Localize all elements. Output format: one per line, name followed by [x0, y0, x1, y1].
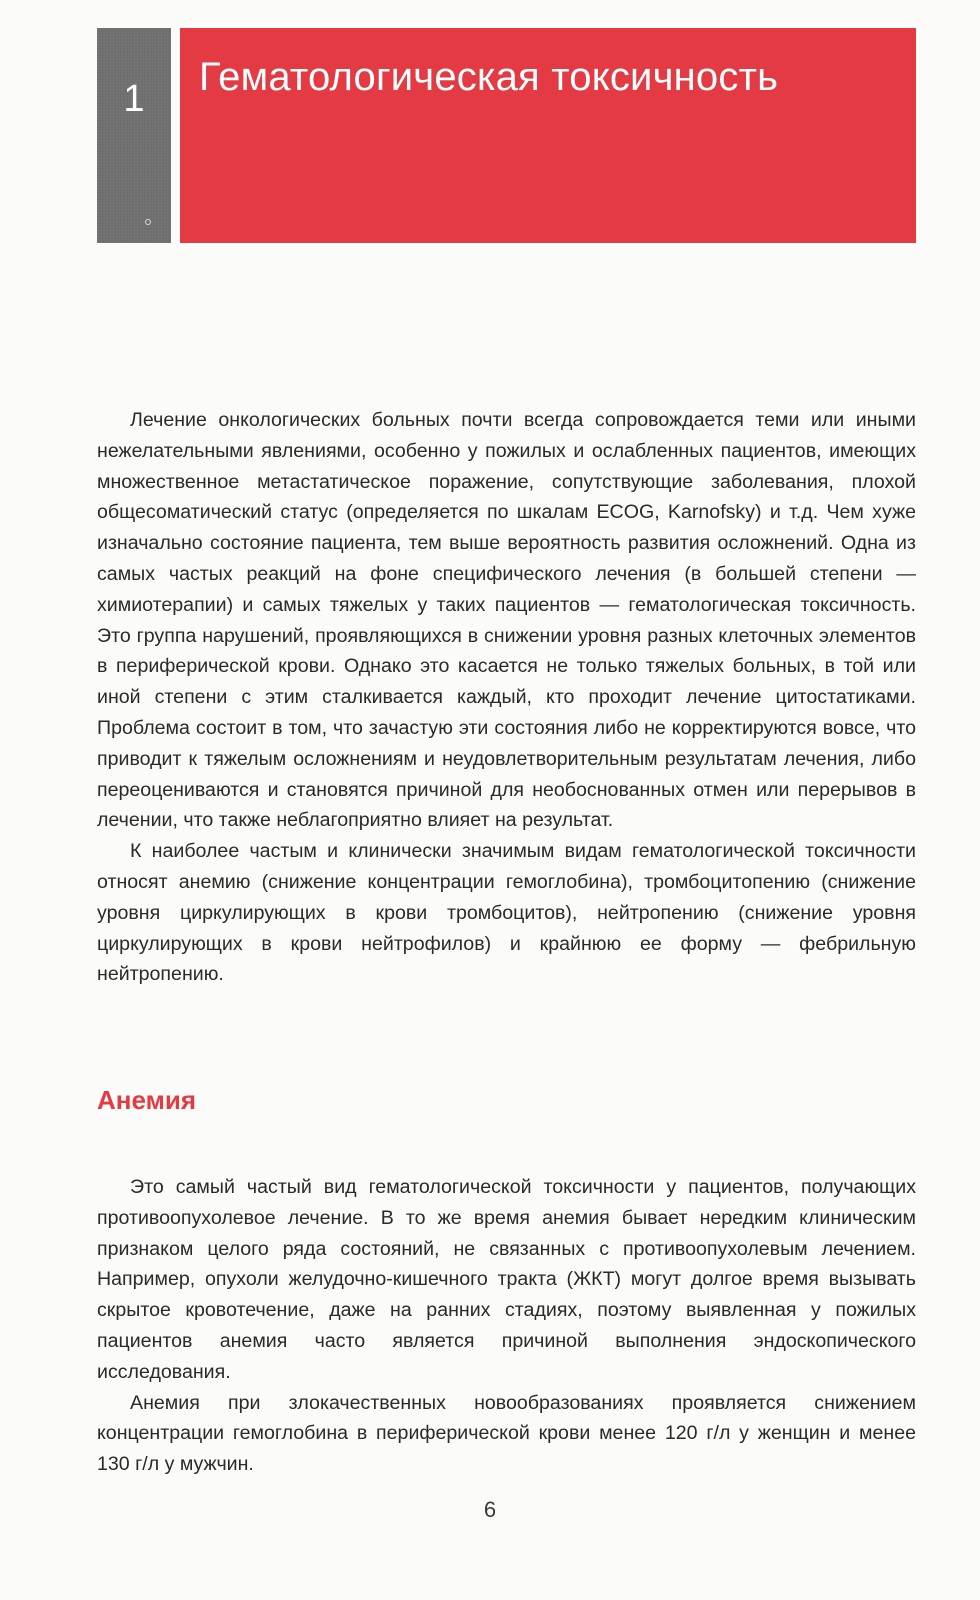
paragraph: Лечение онкологических больных почти всегда сопровождается теми или иными нежелательными явлениями, особенно у пожилых и ослабленных пациентов, имеющих множественное метастатическое поражение, сопутствующие заболевания, плохой общесоматический статус (определяется по шкалам ECOG, Karnofsky) и т.д. Чем хуже изначально состояние пациента, тем выше вероятность развития осложнений. Одна из самых частых реакций на фоне специфического лечения (в большей степени — химиотерапии) и самых тяжелых у таких пациентов — гематологическая токсичность. Это группа нарушений, проявляющихся в снижении уровня разных клеточных элементов в периферической крови. Однако это касается не только тяжелых больных, в той или иной степени с этим сталкивается каждый, кто проходит лечение цитостатиками. Проблема состоит в том, что зачастую эти состояния либо не корректируются вовсе, что приводит к тяжелым осложнениям и неудовлетворительным результатам лечения, либо переоцениваются и становятся причиной для необоснованных отмен или перерывов в лечении, что также неблагоприятно влияет на результат. [97, 409, 916, 832]
chapter-title: Гематологическая токсичность [199, 55, 779, 99]
section-text-block [97, 1172, 916, 1480]
page-number: 6 [483, 1497, 497, 1522]
paragraph: Анемия при злокачественных новообразованиях проявляется снижением концентрации гемоглобина в периферической крови менее 120 г/л у женщин и менее 130 г/л у мужчин. [97, 1391, 916, 1476]
intro-text-block [97, 405, 916, 990]
section-heading: Анемия [97, 1085, 196, 1115]
paragraph: К наиболее частым и клинически значимым видам гематологической токсичности относят анемию (снижение концентрации гемоглобина), тромбоцитопению (снижение уровня циркулирующих в крови тромбоцитов), нейтропению (снижение уровня циркулирующих в крови нейтрофилов) и крайнюю ее форму — фебрильную нейтропению. [97, 840, 916, 986]
chapter-number: 1 [123, 78, 145, 120]
chapter-number-box [97, 28, 171, 243]
chapter-title-banner [180, 28, 916, 243]
chapter-dot-decoration [145, 219, 151, 225]
paragraph: Это самый частый вид гематологической токсичности у пациентов, получающих противоопухолевое лечение. В то же время анемия бывает нередким клиническим признаком целого ряда состояний, не связанных с противоопухолевым лечением. Например, опухоли желудочно-кишечного тракта (ЖКТ) могут долгое время вызывать скрытое кровотечение, даже на ранних стадиях, поэтому выявленная у пожилых пациентов анемия часто является причиной выполнения эндоскопического исследования. [97, 1176, 916, 1383]
